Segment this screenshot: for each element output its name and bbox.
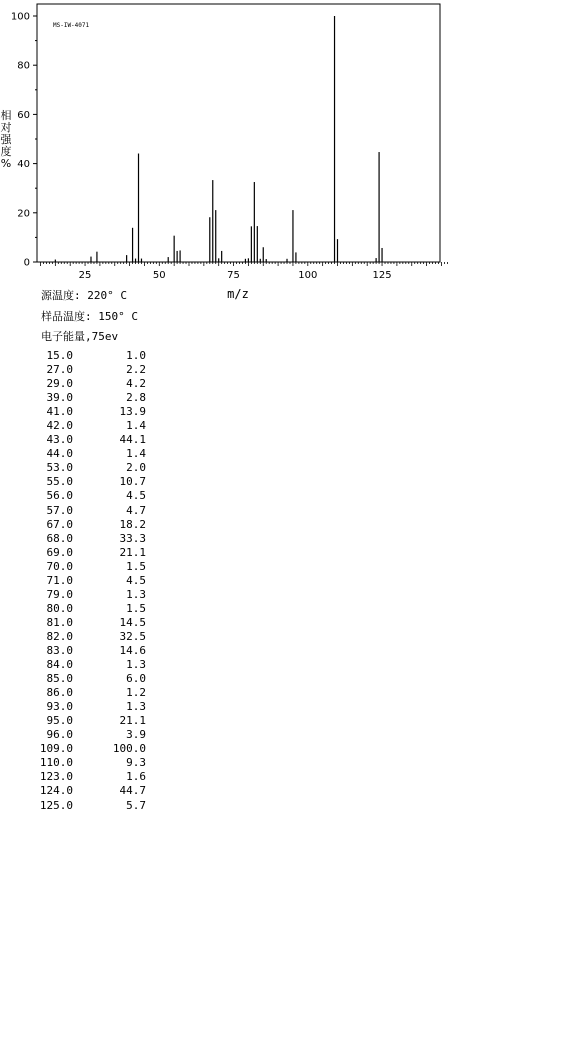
mz-value: 53.0 (46, 461, 73, 475)
abundance-value: 1.3 (126, 658, 146, 672)
mz-value: 15.0 (46, 349, 73, 362)
mz-value: 39.0 (46, 391, 73, 405)
abundance-value: 13.9 (119, 405, 146, 419)
mz-value: 56.0 (46, 489, 73, 503)
abundance-value: 4.5 (126, 573, 146, 587)
abundance-value: 2.2 (126, 363, 146, 377)
mz-value: 29.0 (46, 377, 73, 391)
abundance-value: 44.1 (119, 433, 146, 447)
y-tick-label: 60 (17, 109, 30, 121)
y-tick-label: 40 (17, 159, 30, 171)
abundance-value: 4.5 (126, 489, 146, 503)
mz-value: 93.0 (46, 700, 73, 714)
y-tick-label: 0 (23, 257, 30, 269)
mz-value: 84.0 (46, 658, 73, 672)
abundance-value: 21.1 (119, 545, 146, 559)
y-axis-label-char: 对 (0, 121, 12, 134)
mz-value: 82.0 (46, 629, 73, 643)
abundance-value: 1.2 (126, 686, 146, 700)
mz-value: 85.0 (46, 672, 73, 686)
abundance-value: 100.0 (112, 742, 146, 756)
y-tick-label: 100 (10, 11, 30, 23)
y-tick-label: 20 (17, 208, 30, 220)
mz-value: 43.0 (46, 433, 73, 447)
peak-series (55, 16, 382, 262)
electron-energy: 电子能量,75ev (41, 330, 119, 343)
abundance-value: 21.1 (119, 714, 146, 728)
abundance-value: 6.0 (126, 672, 146, 686)
abundance-value: 10.7 (119, 475, 146, 489)
x-tick-label: 50 (152, 270, 166, 281)
mz-value: 71.0 (46, 573, 73, 587)
mz-value: 57.0 (46, 503, 73, 517)
abundance-value: 33.3 (119, 531, 146, 545)
abundance-value: 1.6 (126, 770, 146, 784)
abundance-value: 1.5 (126, 601, 146, 615)
abundance-value: 3.9 (126, 728, 146, 742)
mz-value: 96.0 (46, 728, 73, 742)
abundance-value: 1.0 (126, 349, 146, 362)
abundance-value: 4.7 (126, 503, 146, 517)
x-tick-label: 125 (372, 270, 392, 281)
y-tick-label: 80 (17, 60, 30, 72)
mz-value: 80.0 (46, 601, 73, 615)
mz-value: 110.0 (39, 756, 73, 770)
abundance-value: 1.4 (126, 419, 146, 433)
y-axis-label-char: 强 (0, 133, 12, 146)
abundance-value: 1.4 (126, 447, 146, 461)
sample-temperature: 样品温度: 150° C (41, 310, 138, 323)
abundance-value: 5.7 (126, 798, 146, 812)
mz-value: 95.0 (46, 714, 73, 728)
abundance-value: 1.5 (126, 559, 146, 573)
abundance-value: 14.6 (119, 643, 146, 657)
abundance-value: 14.5 (119, 615, 146, 629)
chart-title: MS-IW-4071 (53, 22, 90, 29)
mz-value: 70.0 (46, 559, 73, 573)
y-axis-label-char: % (0, 157, 12, 170)
x-tick-label: 100 (298, 270, 318, 281)
mass-spectrum-chart (0, 0, 570, 300)
mz-value: 124.0 (39, 784, 73, 798)
mz-value: 69.0 (46, 545, 73, 559)
abundance-value: 1.3 (126, 700, 146, 714)
mz-value: 86.0 (46, 686, 73, 700)
y-axis-label (0, 110, 12, 170)
abundance-value: 44.7 (119, 784, 146, 798)
mz-value: 125.0 (39, 798, 73, 812)
y-axis (11, 12, 37, 269)
mz-value: 109.0 (39, 742, 73, 756)
mz-value: 83.0 (46, 643, 73, 657)
abundance-value: 2.0 (126, 461, 146, 475)
y-axis-label-char: 相 (0, 109, 12, 122)
mz-value: 41.0 (46, 405, 73, 419)
mz-value: 42.0 (46, 419, 73, 433)
abundance-value: 9.3 (126, 756, 146, 770)
x-axis-label: m/z (227, 287, 249, 300)
mz-value: 79.0 (46, 587, 73, 601)
abundance-value: 4.2 (126, 377, 146, 391)
mz-value: 44.0 (46, 447, 73, 461)
x-tick-label: 25 (78, 270, 92, 281)
mz-value: 81.0 (46, 615, 73, 629)
x-axis (41, 262, 448, 281)
source-temperature: 源温度: 220° C (41, 289, 127, 302)
x-tick-label: 75 (227, 270, 240, 281)
abundance-value: 32.5 (119, 629, 146, 643)
mz-value: 68.0 (46, 531, 73, 545)
mz-value: 27.0 (46, 363, 73, 377)
abundance-value: 18.2 (119, 517, 146, 531)
mz-value: 123.0 (39, 770, 73, 784)
y-axis-label-char: 度 (0, 145, 12, 158)
abundance-value: 2.8 (126, 391, 146, 405)
mz-value: 55.0 (46, 475, 73, 489)
mz-value: 67.0 (46, 517, 73, 531)
abundance-value: 1.3 (126, 587, 146, 601)
